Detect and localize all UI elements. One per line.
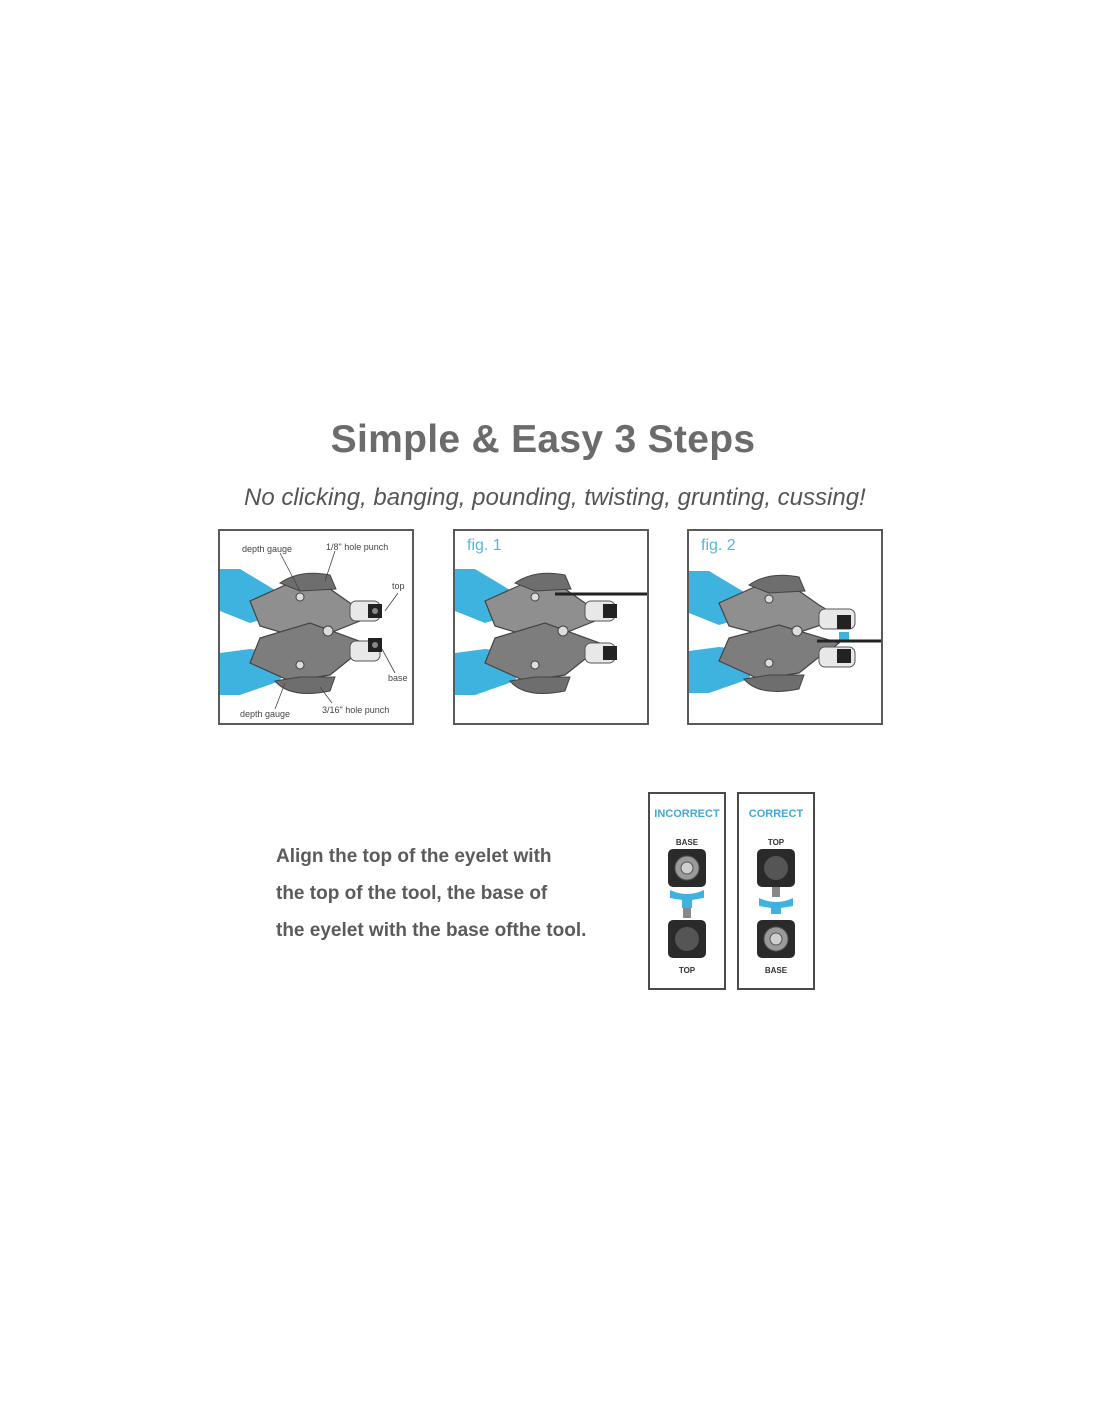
- instruction-line: Align the top of the eyelet with: [276, 846, 552, 867]
- label-top: top: [392, 581, 405, 591]
- eyelet-alignment-illustration: [650, 794, 724, 988]
- tool-diagram-labeled: [218, 529, 414, 725]
- label-hole-punch-small: 1/8" hole punch: [326, 542, 389, 552]
- label-hole-punch-large: 3/16" hole punch: [322, 705, 390, 715]
- tool-diagram-fig1: [453, 529, 649, 725]
- eyelet-incorrect-diagram: [648, 792, 726, 990]
- incorrect-lower-label: TOP: [678, 966, 696, 975]
- eyelet-alignment-illustration: [739, 794, 813, 988]
- instruction-line: the eyelet with the base ofthe tool.: [276, 920, 587, 941]
- pliers-illustration: [220, 531, 414, 725]
- pliers-illustration: [455, 531, 649, 725]
- figure-label-fig1: fig. 1: [467, 537, 502, 554]
- alignment-instructions: [276, 838, 586, 949]
- incorrect-heading: INCORRECT: [654, 808, 720, 820]
- label-depth-gauge-top: depth gauge: [242, 544, 293, 554]
- correct-lower-label: BASE: [764, 966, 788, 975]
- incorrect-upper-label: BASE: [675, 838, 699, 847]
- instruction-line: the top of the tool, the base of: [276, 883, 548, 904]
- page-subtitle: No clicking, banging, pounding, twisting, grunting, cussing!: [244, 484, 866, 511]
- pliers-illustration: [689, 531, 883, 725]
- correct-upper-label: TOP: [767, 838, 785, 847]
- eyelet-correct-diagram: [737, 792, 815, 990]
- tool-diagram-fig2: [687, 529, 883, 725]
- correct-heading: CORRECT: [748, 808, 804, 820]
- label-base: base: [388, 673, 408, 683]
- figure-label-fig2: fig. 2: [701, 537, 736, 554]
- page-title: Simple & Easy 3 Steps: [330, 418, 756, 461]
- label-depth-gauge-bottom: depth gauge: [240, 709, 291, 719]
